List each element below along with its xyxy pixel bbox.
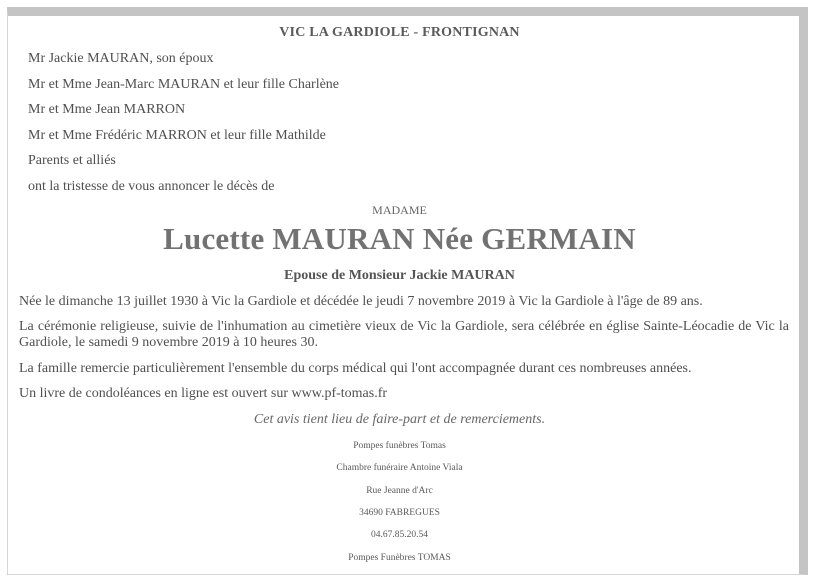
contact-phone: 04.67.85.20.54 (371, 530, 428, 540)
announcement-line: ont la tristesse de vous annoncer le décès de (28, 178, 275, 194)
notice-header: VIC LA GARDIOLE - FRONTIGNAN (279, 25, 520, 40)
contact-line: 34690 FABREGUES (359, 508, 440, 518)
closing-line: Cet avis tient lieu de faire-part et de remerciements. (253, 412, 546, 427)
contact-line: Rue Jeanne d'Arc (366, 486, 433, 496)
spouse-line: Epouse de Monsieur Jackie MAURAN (284, 268, 515, 283)
deceased-name: Lucette MAURAN Née GERMAIN (163, 221, 636, 256)
contact-line: Pompes funèbres Tomas (353, 441, 446, 451)
family-line: Mr et Mme Frédéric MARRON et leur fille Mathilde (28, 127, 326, 143)
ceremony-paragraph: La cérémonie religieuse, suivie de l'inhumation au cimetière vieux de Vic la Gardiole, sera célébrée en église Sainte-Léocadie de Vic la Gardiole, le samedi 9 novembre 2019 à 10 heures 30. (19, 319, 789, 350)
title-prefix: MADAME (372, 203, 427, 217)
contact-line: Chambre funéraire Antoine Viala (336, 463, 463, 473)
thanks-paragraph: La famille remercie particulièrement l'ensemble du corps médical qui l'ont accompagnée durant ces nombreuses années. (19, 361, 692, 376)
family-line: Parents et alliés (28, 153, 116, 169)
condolence-paragraph: Un livre de condoléances en ligne est ouvert sur www.pf-tomas.fr (19, 386, 388, 401)
contact-line: Pompes Funèbres TOMAS (348, 553, 451, 563)
family-list (28, 50, 339, 204)
family-line: Mr et Mme Jean MARRON (28, 102, 186, 118)
family-line: Mr et Mme Jean-Marc MAURAN et leur fille Charlène (28, 76, 340, 92)
birth-death-paragraph: Née le dimanche 13 juillet 1930 à Vic la Gardiole et décédée le jeudi 7 novembre 2019 à Vic la Gardiole à l'âge de 89 ans. (19, 294, 703, 309)
family-line: Mr Jackie MAURAN, son époux (28, 51, 214, 66)
obituary-notice (8, 16, 791, 574)
